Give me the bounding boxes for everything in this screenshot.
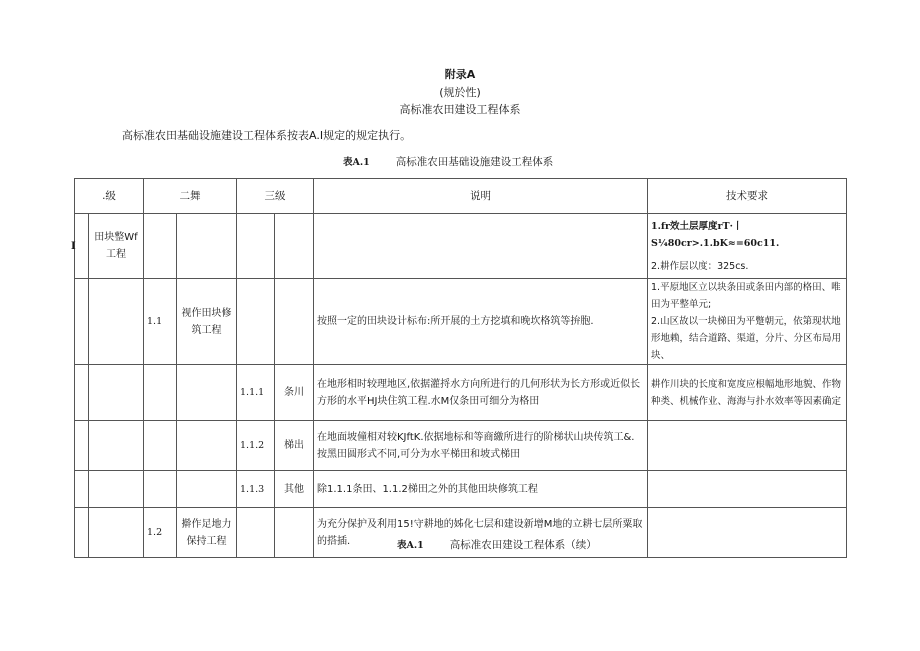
appendix-label: 附录A xyxy=(444,68,476,81)
level2-number: 1.2 xyxy=(144,508,177,558)
requirements-cell xyxy=(648,279,847,365)
table-caption-number: 表A.1 xyxy=(397,540,424,551)
description-cell: 除1.1.1条田、1.1.2梯田之外的其他田块修筑工程 xyxy=(314,471,648,508)
requirements-cell: 耕作川块的长度和宽度应根幅地形地貌、作物种类、机械作业、海海与扑水效率等因素确定 xyxy=(648,365,847,421)
table-header-row xyxy=(75,179,847,214)
level3-name: 其他 xyxy=(275,471,314,508)
table-caption-title: 高标准农田基础设施建设工程体系 xyxy=(395,156,554,168)
header-requirements: 技术要求 xyxy=(648,179,847,214)
table-row xyxy=(75,421,847,471)
header-level2: 二舞 xyxy=(144,179,237,214)
description-cell: 为充分保护及利用15!守耕地的姊化七层和建设新增M地的立耕七层所粟取的搭插. xyxy=(314,508,648,558)
table-caption xyxy=(343,154,553,169)
level3-number: 1.1.3 xyxy=(237,471,275,508)
table-row xyxy=(75,365,847,421)
description-cell: 在地面坡僮相对较KJftK.依据地标和等商繳所进行的阶梯状山块传筑工&.按黑田圆形式不同,可分为水平梯田和坡式梯田 xyxy=(314,421,648,471)
requirement-line: 2.耕作层以度：325cs. xyxy=(651,260,749,272)
requirement-line: 1.fr效土层厚度rT·丨S¼80cr>.1.bK≈=60c11. xyxy=(651,220,780,249)
intro-paragraph: 高标准农田基础设施建设工程体系按表A.I规定的规定执行。 xyxy=(122,129,412,142)
description-cell: 在地形相时较理地区,依据灌捋水方向所进行的几何形状为长方形或近似长方形的水平HJ块住筑工程.水M仅条田可细分为格田 xyxy=(314,365,648,421)
level3-number: 1.1.1 xyxy=(237,365,275,421)
table-caption-title: 高标准农田建设工程体系（续） xyxy=(449,539,597,551)
row-mark: I xyxy=(75,214,89,279)
engineering-system-table xyxy=(71,178,847,558)
description-cell: 按照一定的田块设计标布:所开展的土方挖填和晚坎格筑等拚胞. xyxy=(314,279,648,365)
level2-name: 擀作足地力保持工程 xyxy=(177,508,237,558)
level1-name: 田块整Wf工程 xyxy=(89,214,144,279)
level2-name: 视作田块修筑工程 xyxy=(177,279,237,365)
appendix-title: 高标准农田建设工程体系 xyxy=(399,103,521,116)
requirement-line: 1.平原地区立以块条田或条田内部的格田、唯田为平整单元; xyxy=(651,282,841,310)
level3-name: 梯出 xyxy=(275,421,314,471)
header-level3: 三级 xyxy=(237,179,314,214)
table-row xyxy=(75,214,847,279)
table-caption-continued xyxy=(397,537,597,552)
table-caption-number: 表A.1 xyxy=(343,157,370,168)
header-description: 说明 xyxy=(314,179,648,214)
appendix-nature: (规於性) xyxy=(439,86,481,99)
table-row xyxy=(75,471,847,508)
requirement-line: 2.山区故以一块梯田为平蹩朝元，依第现状地形地赖，结合道路、渠道，分片、分区布局用块、 xyxy=(651,316,842,361)
level2-number: 1.1 xyxy=(144,279,177,365)
requirements-cell xyxy=(648,214,847,279)
table-row xyxy=(75,279,847,365)
level3-name: 条川 xyxy=(275,365,314,421)
header-level1: .级 xyxy=(75,179,144,214)
level3-number: 1.1.2 xyxy=(237,421,275,471)
